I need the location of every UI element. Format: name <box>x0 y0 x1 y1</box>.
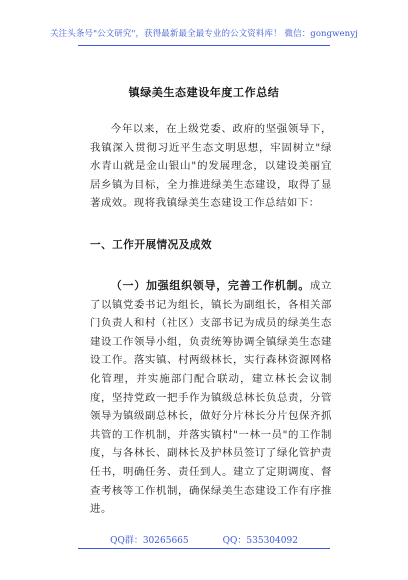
footer-qq-group: QQ群：30265665 <box>110 536 189 546</box>
footer-contact <box>0 533 408 546</box>
footer-qq-number: QQ：535304092 <box>222 536 298 546</box>
header-promo-note: 关注头条号"公文研究"，获得最新最全最专业的公文资料库！ 微信：gongwenyj <box>50 29 358 39</box>
intro-paragraph: 今年以来，在上级党委、政府的坚强领导下，我镇深入贯彻习近平生态文明思想，牢固树立"绿水青山就是金山银山"的发展理念，以建设美丽宜居乡镇为目标，全力推进绿美生态建设，取得了显著成效。现将我镇绿美生态建设工作总结如下： <box>90 123 332 210</box>
paragraph-organization <box>90 277 332 519</box>
section-heading-1: 一、工作开展情况及成效 <box>90 239 213 251</box>
paragraph-lead-heading: （一）加强组织领导，完善工作机制。 <box>110 279 310 292</box>
header-divider <box>78 45 330 46</box>
footer-divider <box>78 548 330 549</box>
paragraph-body-text: 成立了以镇党委书记为组长，镇长为副组长，各相关部门负责人和村（社区）支部书记为成员的绿美生态建设工作领导小组，负责统筹协调全镇绿美生态建设工作。落实镇、村两级林长，实行森林资源网格化管理，并实施部门配合联动，建立林长会议制度，坚持党政一把手作为镇级总林长负总责，分管领导为镇级副总林长，做好分片林长分片包保齐抓共管的工作机制，并落实镇村"一林一员"的工作制度，与各林长、副林长及护林员签订了绿化管护责任书，明确任务、责任到人。建立了定期调度、督查考核等工作机制，确保绿美生态建设工作有序推进。 <box>90 280 332 516</box>
document-title: 镇绿美生态建设年度工作总结 <box>128 86 280 99</box>
